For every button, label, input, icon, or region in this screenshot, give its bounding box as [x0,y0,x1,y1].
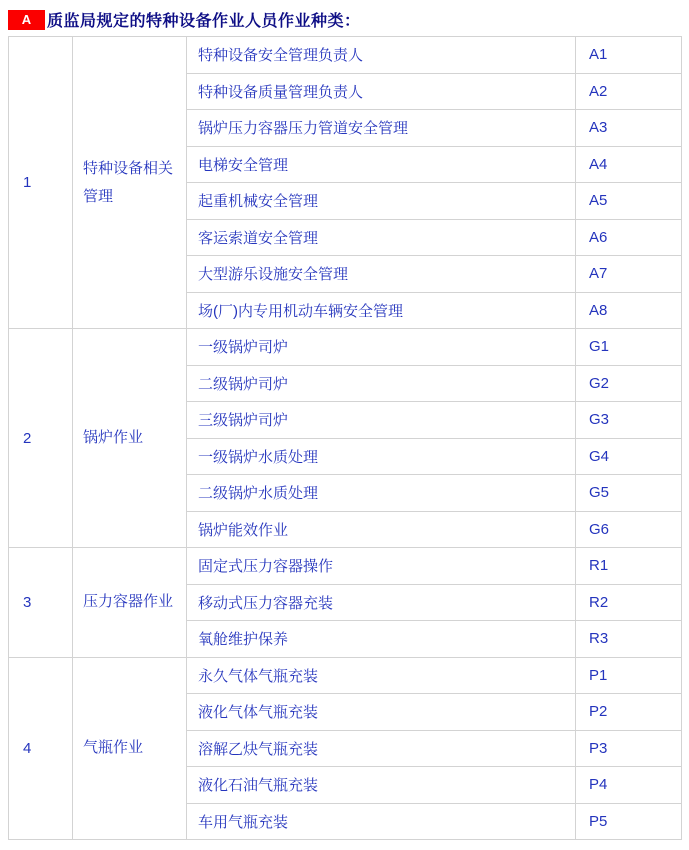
job-code-cell: P3 [576,730,682,767]
job-name-cell: 二级锅炉水质处理 [187,475,576,512]
job-name-cell: 特种设备安全管理负责人 [187,37,576,74]
section-badge: A [8,10,45,30]
job-name-cell: 客运索道安全管理 [187,219,576,256]
job-name-cell: 场(厂)内专用机动车辆安全管理 [187,292,576,329]
job-name-cell: 一级锅炉司炉 [187,329,576,366]
job-name-cell: 电梯安全管理 [187,146,576,183]
table-row [9,548,682,585]
job-name-cell: 车用气瓶充装 [187,803,576,840]
job-name-cell: 一级锅炉水质处理 [187,438,576,475]
job-code-cell: P1 [576,657,682,694]
group-number-cell: 1 [9,37,73,329]
table-row [9,37,682,74]
table-row [9,329,682,366]
job-code-cell: G1 [576,329,682,366]
job-code-cell: P5 [576,803,682,840]
page [0,9,689,840]
job-name-cell: 永久气体气瓶充装 [187,657,576,694]
group-number-cell: 4 [9,657,73,840]
job-name-cell: 溶解乙炔气瓶充装 [187,730,576,767]
job-code-cell: G5 [576,475,682,512]
job-name-cell: 特种设备质量管理负责人 [187,73,576,110]
job-name-cell: 固定式压力容器操作 [187,548,576,585]
job-name-cell: 液化石油气瓶充装 [187,767,576,804]
job-code-cell: A7 [576,256,682,293]
job-code-cell: R1 [576,548,682,585]
job-code-cell: A4 [576,146,682,183]
page-title [8,9,689,30]
job-name-cell: 锅炉能效作业 [187,511,576,548]
job-code-cell: A2 [576,73,682,110]
job-code-cell: P2 [576,694,682,731]
job-name-cell: 移动式压力容器充装 [187,584,576,621]
job-code-cell: G6 [576,511,682,548]
job-code-cell: P4 [576,767,682,804]
job-code-cell: A1 [576,37,682,74]
job-code-cell: A5 [576,183,682,220]
job-code-cell: G3 [576,402,682,439]
job-name-cell: 液化气体气瓶充装 [187,694,576,731]
group-category-cell: 特种设备相关管理 [73,37,187,329]
job-name-cell: 大型游乐设施安全管理 [187,256,576,293]
table-row [9,657,682,694]
group-category-cell: 锅炉作业 [73,329,187,548]
job-name-cell: 锅炉压力容器压力管道安全管理 [187,110,576,147]
group-category-cell: 压力容器作业 [73,548,187,658]
job-name-cell: 二级锅炉司炉 [187,365,576,402]
job-name-cell: 氧舱维护保养 [187,621,576,658]
group-number-cell: 2 [9,329,73,548]
job-categories-table [8,36,682,840]
group-number-cell: 3 [9,548,73,658]
group-category-cell: 气瓶作业 [73,657,187,840]
job-code-cell: G4 [576,438,682,475]
job-code-cell: R3 [576,621,682,658]
page-title-text: 质监局规定的特种设备作业人员作业种类： [47,13,361,30]
job-name-cell: 三级锅炉司炉 [187,402,576,439]
job-name-cell: 起重机械安全管理 [187,183,576,220]
job-code-cell: A8 [576,292,682,329]
table-body [9,37,682,840]
job-code-cell: A6 [576,219,682,256]
job-code-cell: G2 [576,365,682,402]
job-code-cell: A3 [576,110,682,147]
job-code-cell: R2 [576,584,682,621]
